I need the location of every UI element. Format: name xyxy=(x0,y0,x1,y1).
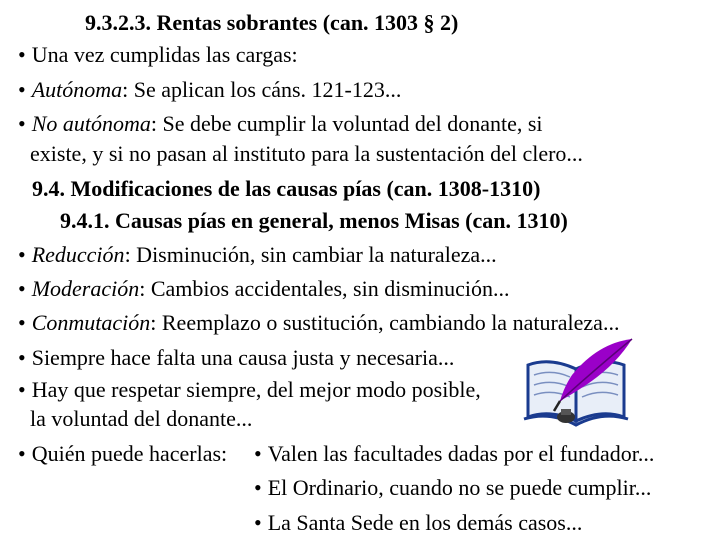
bullet: • xyxy=(18,77,26,102)
bullet: • xyxy=(18,310,26,335)
heading-causas-pias-general: 9.4.1. Causas pías en general, menos Misas (can. 1310) xyxy=(60,208,568,233)
sub-list-item xyxy=(254,475,651,501)
bullet: • xyxy=(254,510,262,535)
bullet: • xyxy=(254,475,262,500)
item-text: : Se debe cumplir la voluntad del donante, si xyxy=(150,111,543,136)
item-term: Conmutación xyxy=(31,310,151,335)
item-text: Una vez cumplidas las cargas: xyxy=(31,42,298,67)
who-label: Quién puede hacerlas: xyxy=(31,441,228,466)
list-item xyxy=(18,77,401,103)
item-term: Autónoma xyxy=(31,77,123,102)
bullet: • xyxy=(18,242,26,267)
sub-list-item xyxy=(254,441,654,467)
heading-modificaciones: 9.4. Modificaciones de las causas pías (can. 1308-1310) xyxy=(32,176,541,201)
list-item xyxy=(18,310,619,336)
list-item-continuation: existe, y si no pasan al instituto para la sustentación del clero... xyxy=(30,141,583,166)
item-text: : Disminución, sin cambiar la naturaleza... xyxy=(124,242,497,267)
heading-rentas-sobrantes: 9.3.2.3. Rentas sobrantes (can. 1303 § 2) xyxy=(85,10,459,35)
list-item xyxy=(18,345,454,371)
list-item xyxy=(18,276,510,302)
item-text: Siempre hace falta una causa justa y necesaria... xyxy=(31,345,455,370)
bullet: • xyxy=(18,111,26,136)
list-item xyxy=(18,441,227,467)
bullet: • xyxy=(18,441,26,466)
bullet: • xyxy=(18,42,26,67)
item-text: : Se aplican los cáns. 121-123... xyxy=(122,77,402,102)
list-item-continuation: la voluntad del donante... xyxy=(30,406,253,431)
item-text: Valen las facultades dadas por el fundador... xyxy=(267,441,655,466)
bullet: • xyxy=(254,441,262,466)
bullet: • xyxy=(18,377,26,402)
item-term: No autónoma xyxy=(31,111,151,136)
list-item xyxy=(18,377,481,403)
item-text: La Santa Sede en los demás casos... xyxy=(267,510,583,535)
book-with-quill-icon xyxy=(520,335,640,435)
item-text: : Cambios accidentales, sin disminución... xyxy=(139,276,510,301)
list-item xyxy=(18,242,497,268)
item-term: Reducción xyxy=(31,242,125,267)
list-item xyxy=(18,111,543,137)
item-term: Moderación xyxy=(31,276,140,301)
item-text: : Reemplazo o sustitución, cambiando la naturaleza... xyxy=(150,310,620,335)
bullet: • xyxy=(18,345,26,370)
list-item xyxy=(18,42,298,68)
item-text: El Ordinario, cuando no se puede cumplir... xyxy=(267,475,652,500)
item-text: Hay que respetar siempre, del mejor modo posible, xyxy=(31,377,481,402)
sub-list-item xyxy=(254,510,582,536)
bullet: • xyxy=(18,276,26,301)
